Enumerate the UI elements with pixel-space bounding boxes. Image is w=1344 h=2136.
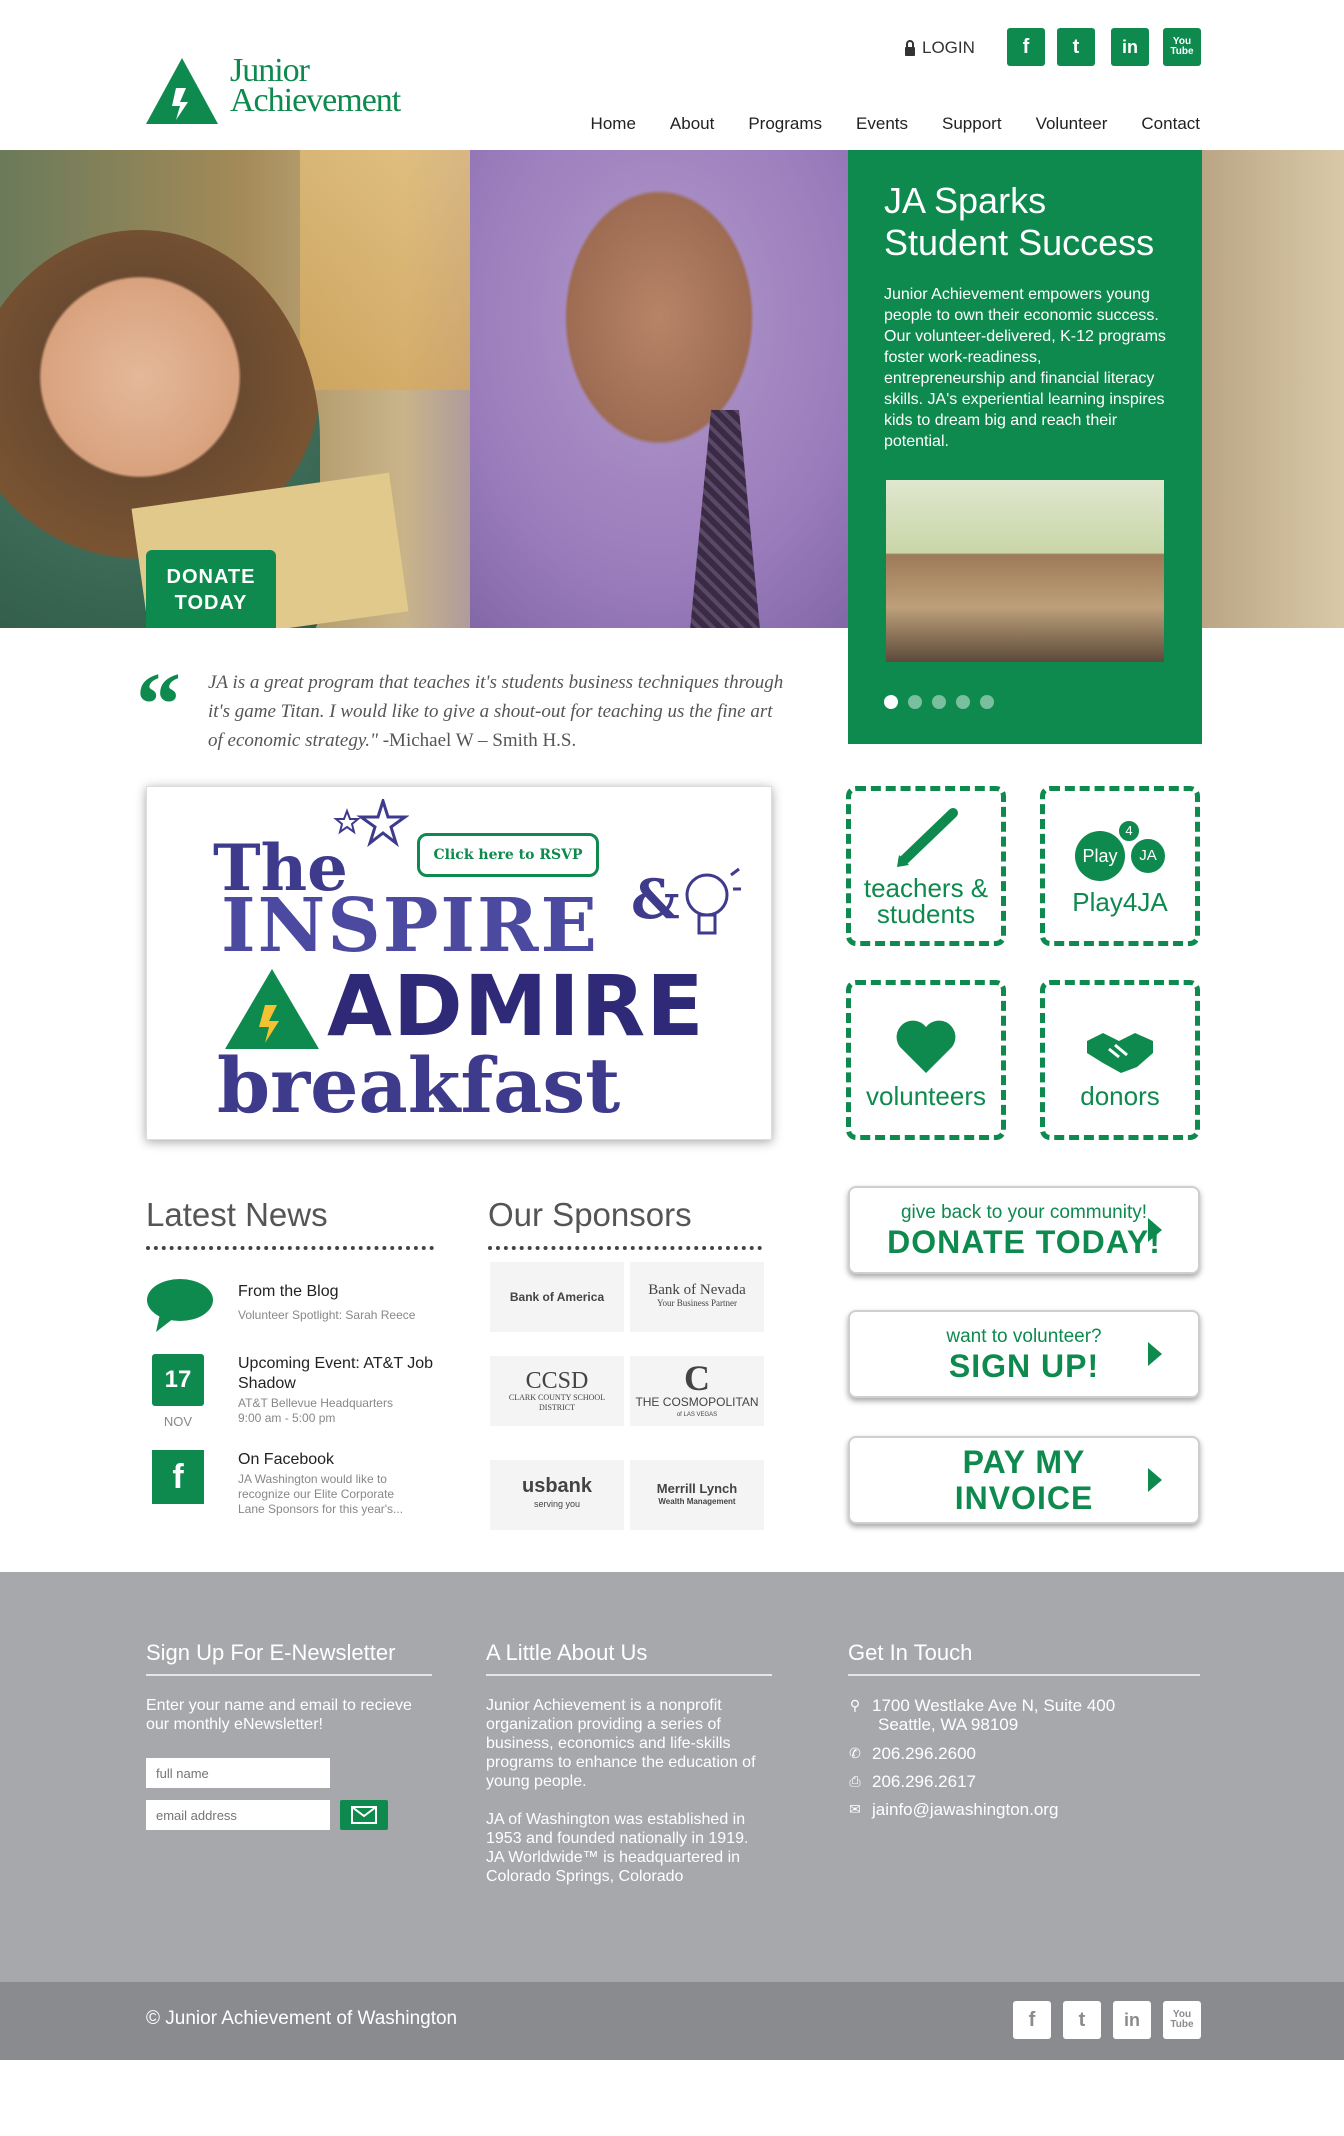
sponsor-name: Bank of Nevada — [648, 1282, 746, 1298]
arrow-right-icon — [1148, 1468, 1162, 1492]
footer-youtube-icon[interactable]: You Tube — [1163, 2001, 1201, 2039]
news-item-sub: AT&T Bellevue Headquarters 9:00 am - 5:00 pm — [238, 1396, 393, 1425]
tile-label-1: Play4JA — [1072, 887, 1168, 917]
footer — [0, 1572, 1344, 1982]
news-item-sub: JA Washington would like to recognize our Elite Corporate Lane Sponsors for this year's... — [238, 1472, 404, 1516]
event-day-box: 17 — [152, 1354, 204, 1406]
slider-dots — [884, 695, 994, 709]
four-badge: 4 — [1117, 819, 1141, 843]
sign-up-button[interactable] — [848, 1310, 1200, 1398]
arrow-right-icon — [1148, 1342, 1162, 1366]
login-link[interactable] — [904, 36, 975, 60]
contact-address — [848, 1696, 1115, 1734]
fax-number: 206.296.2617 — [872, 1772, 976, 1791]
panel-body: Junior Achievement empowers young people to own their economic success. Our volunteer-delivered, K-12 programs foster work-readiness, entrepreneurship and financial literacy skills. JA's experiential learning inspires kids to dream big and reach their potential. — [884, 286, 1166, 450]
news-item-facebook[interactable] — [146, 1450, 436, 1520]
lock-icon — [904, 40, 916, 56]
sponsor-tag: serving you — [533, 1499, 581, 1509]
sponsor-tag: of LAS VEGAS — [676, 1412, 718, 1418]
testimonial-quote — [208, 668, 788, 755]
sponsor-usbank[interactable] — [490, 1460, 624, 1530]
hero-panel — [848, 150, 1202, 744]
slider-dot[interactable] — [908, 695, 922, 709]
cta-big-text-2: INVOICE — [954, 1480, 1094, 1516]
play-badge: Play — [1075, 831, 1125, 881]
news-item-sub: Volunteer Spotlight: Sarah Reece — [238, 1308, 416, 1322]
twitter-icon[interactable]: t — [1057, 28, 1095, 66]
rsvp-button[interactable]: Click here to RSVP — [417, 833, 599, 877]
tile-teachers-students[interactable] — [846, 786, 1006, 946]
envelope-icon — [351, 1806, 377, 1824]
copyright-text: © Junior Achievement of Washington — [146, 2008, 458, 2029]
panel-title-line-1: JA Sparks — [884, 180, 1047, 221]
sponsor-name: usbank — [521, 1475, 593, 1497]
quote-text: JA is a great program that teaches it's students business techniques through it's game Titan. I would like to give a shout-out for teaching us the fine art of economic strategy." — [208, 672, 784, 751]
nav-support[interactable]: Support — [942, 114, 1002, 133]
latest-news-header — [146, 1196, 434, 1250]
logo-wordmark — [230, 52, 401, 119]
tile-volunteers[interactable] — [846, 980, 1006, 1140]
email-address: jainfo@jawashington.org — [872, 1800, 1059, 1819]
sponsor-name: THE COSMOPOLITAN — [635, 1395, 759, 1409]
news-item-event[interactable] — [146, 1354, 436, 1434]
pencil-icon — [891, 807, 961, 867]
cta-big-text: SIGN UP! — [948, 1348, 1100, 1384]
nav-about[interactable]: About — [669, 114, 715, 133]
sponsors-header — [488, 1196, 762, 1250]
ja-triangle-icon — [146, 58, 218, 124]
sponsor-bank-of-america[interactable] — [490, 1262, 624, 1332]
tile-label-1: volunteers — [866, 1081, 986, 1111]
footer-linkedin-icon[interactable]: in — [1113, 2001, 1151, 2039]
news-item-title[interactable]: Upcoming Event: AT&T Job Shadow — [238, 1355, 434, 1392]
youtube-icon[interactable]: You Tube — [1163, 28, 1201, 66]
logo-line-2: Achievement — [230, 82, 401, 119]
sponsor-merrill-lynch[interactable] — [630, 1460, 764, 1530]
banner-the: The — [213, 831, 348, 906]
footer-facebook-icon[interactable]: f — [1013, 2001, 1051, 2039]
tile-label-1: donors — [1080, 1081, 1160, 1111]
tile-label-1: teachers & — [863, 873, 989, 903]
nav-home[interactable]: Home — [590, 114, 636, 133]
banner-admire: ADMIRE — [327, 957, 705, 1055]
tile-label-2: students — [876, 899, 976, 929]
nav-events[interactable]: Events — [856, 114, 909, 133]
banner-breakfast: breakfast — [217, 1041, 621, 1130]
speech-bubble-icon — [146, 1278, 214, 1332]
sponsor-name: Merrill Lynch — [656, 1481, 738, 1496]
sponsor-bank-of-nevada[interactable] — [630, 1262, 764, 1332]
donate-tab-line-2: TODAY — [174, 592, 248, 614]
lightbulb-icon — [681, 865, 741, 955]
phone-icon: ✆ — [849, 1745, 861, 1761]
donate-today-button[interactable] — [848, 1186, 1200, 1274]
cosmopolitan-c-icon: C — [684, 1358, 710, 1398]
ja-badge: JA — [1129, 837, 1167, 875]
donate-tab-line-1: DONATE — [166, 566, 256, 588]
newsletter-email-input[interactable] — [146, 1800, 330, 1830]
main-nav — [591, 114, 1200, 134]
ja-logo[interactable] — [146, 52, 422, 126]
play4ja-icon — [1065, 819, 1175, 881]
sponsor-tag: Wealth Management — [658, 1497, 736, 1506]
newsletter-submit-button[interactable] — [340, 1800, 388, 1830]
contact-fax — [848, 1772, 976, 1791]
slider-dot[interactable] — [884, 695, 898, 709]
about-text-1: Junior Achievement is a nonprofit organization providing a series of business, economics and life-skills programs to enhance the education of young people. — [486, 1697, 756, 1790]
news-item-blog[interactable] — [146, 1278, 436, 1338]
nav-volunteer[interactable]: Volunteer — [1035, 114, 1108, 133]
cta-big-text: DONATE TODAY! — [887, 1224, 1161, 1260]
address-line-1: 1700 Westlake Ave N, Suite 400 — [872, 1696, 1116, 1715]
contact-title: Get In Touch — [848, 1640, 1200, 1676]
location-pin-icon: ⚲ — [849, 1697, 861, 1713]
panel-classroom-photo — [886, 480, 1164, 662]
contact-phone[interactable] — [848, 1744, 976, 1763]
footer-twitter-icon[interactable]: t — [1063, 2001, 1101, 2039]
slider-dot[interactable] — [932, 695, 946, 709]
news-item-title[interactable]: From the Blog — [238, 1283, 339, 1300]
sponsors-title: Our Sponsors — [488, 1196, 692, 1233]
newsletter-title: Sign Up For E-Newsletter — [146, 1640, 432, 1676]
tile-donors[interactable] — [1040, 980, 1200, 1140]
latest-news-title: Latest News — [146, 1196, 328, 1233]
nav-programs[interactable]: Programs — [748, 114, 823, 133]
banner-inspire: INSPIRE — [221, 883, 599, 969]
newsletter-text: Enter your name and email to recieve our monthly eNewsletter! — [146, 1697, 412, 1733]
sponsor-tag: CLARK COUNTY SCHOOL DISTRICT — [508, 1393, 606, 1412]
tile-play4ja[interactable] — [1040, 786, 1200, 946]
news-item-title[interactable]: On Facebook — [238, 1451, 335, 1468]
sponsor-name: CCSD — [525, 1368, 589, 1394]
email-icon: ✉ — [849, 1801, 861, 1817]
nav-contact[interactable]: Contact — [1141, 114, 1200, 133]
address-line-2: Seattle, WA 98109 — [878, 1715, 1019, 1734]
handshake-icon — [1085, 1027, 1155, 1075]
hero-teacher — [470, 150, 890, 628]
sponsor-cosmopolitan[interactable] — [630, 1356, 764, 1426]
latest-news-divider — [146, 1246, 434, 1250]
banner-ampersand: & — [631, 867, 680, 931]
arrow-right-icon — [1148, 1218, 1162, 1242]
newsletter-name-input[interactable] — [146, 1758, 330, 1788]
facebook-icon: f — [152, 1450, 204, 1504]
facebook-icon[interactable]: f — [1007, 28, 1045, 66]
inspire-admire-banner[interactable] — [146, 786, 772, 1140]
phone-number: 206.296.2600 — [872, 1744, 976, 1763]
cta-small-text: give back to your community! — [900, 1202, 1148, 1223]
about-text-2: JA of Washington was established in 1953 and founded nationally in 1919. JA Worldwide™ is headquartered in Colorado Springs, Colorado — [486, 1811, 749, 1885]
about-title: A Little About Us — [486, 1640, 772, 1676]
panel-title-line-2: Student Success — [884, 222, 1155, 263]
sponsors-divider — [488, 1246, 762, 1250]
cta-big-text-1: PAY MY — [962, 1444, 1086, 1480]
slider-dot[interactable] — [956, 695, 970, 709]
sponsor-tag: Your Business Partner — [656, 1298, 738, 1308]
cta-small-text: want to volunteer? — [946, 1326, 1102, 1347]
panel-title — [884, 180, 1166, 264]
donate-today-tab[interactable] — [146, 550, 276, 628]
logo-line-1: Junior — [230, 52, 309, 89]
sponsor-name: Bank of America — [509, 1289, 605, 1304]
quote-mark-icon: “ — [136, 655, 181, 754]
heart-icon — [894, 1017, 958, 1075]
fax-icon: ⎙ — [849, 1773, 861, 1789]
linkedin-icon[interactable]: in — [1111, 28, 1149, 66]
event-month: NOV — [163, 1414, 193, 1429]
contact-email[interactable] — [848, 1800, 1058, 1819]
login-label: LOGIN — [922, 38, 975, 57]
quote-author: -Michael W – Smith H.S. — [377, 730, 577, 751]
slider-dot[interactable] — [980, 695, 994, 709]
ja-triangle-icon — [225, 969, 319, 1049]
pay-invoice-button[interactable] — [848, 1436, 1200, 1524]
sponsor-ccsd[interactable] — [490, 1356, 624, 1426]
